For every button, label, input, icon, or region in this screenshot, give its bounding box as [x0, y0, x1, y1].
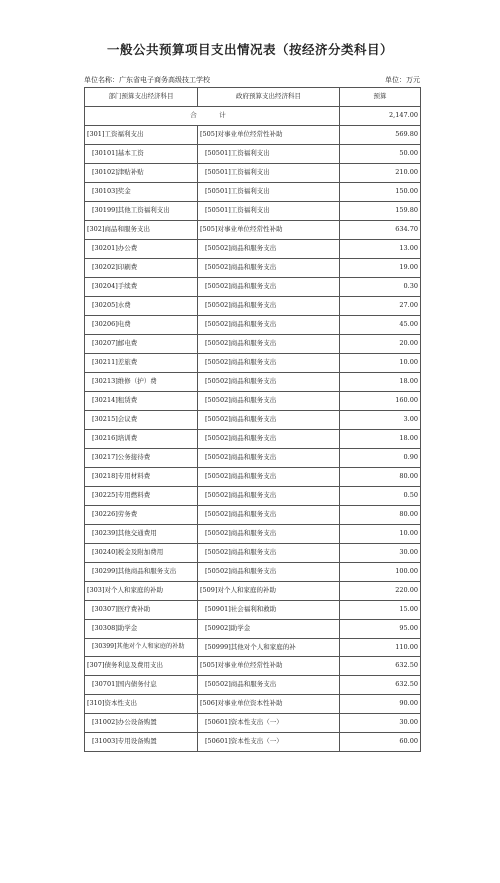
- unit-name-label: 单位名称：广东省电子商务高级技工学校: [84, 76, 210, 84]
- dept-economic-category: [30307]医疗费补助: [85, 601, 198, 620]
- gov-economic-category: [50502]商品和服务支出: [198, 563, 340, 582]
- gov-economic-category: [50502]商品和服务支出: [198, 676, 340, 695]
- dept-economic-category: [30211]差旅费: [85, 354, 198, 373]
- budget-amount: 160.00: [340, 392, 421, 411]
- budget-amount: 90.00: [340, 695, 421, 714]
- dept-economic-category: [30299]其他商品和服务支出: [85, 563, 198, 582]
- dept-economic-category: [30202]印刷费: [85, 259, 198, 278]
- dept-economic-category: [30225]专用燃料费: [85, 487, 198, 506]
- dept-economic-category: [30207]邮电费: [85, 335, 198, 354]
- dept-economic-category: [30308]助学金: [85, 620, 198, 639]
- dept-economic-category: [30216]培训费: [85, 430, 198, 449]
- budget-amount: 15.00: [340, 601, 421, 620]
- total-value: 2,147.00: [340, 107, 421, 126]
- budget-amount: 27.00: [340, 297, 421, 316]
- gov-economic-category: [50502]商品和服务支出: [198, 259, 340, 278]
- table-row: [85, 240, 421, 259]
- gov-economic-category: [50601]资本性支出（一）: [198, 714, 340, 733]
- gov-economic-category: [50501]工资福利支出: [198, 145, 340, 164]
- table-row: [85, 278, 421, 297]
- gov-economic-category: [50601]资本性支出（一）: [198, 733, 340, 752]
- dept-economic-category: [30103]奖金: [85, 183, 198, 202]
- gov-economic-category: [505]对事业单位经常性补助: [198, 657, 340, 676]
- table-row: [85, 202, 421, 221]
- gov-economic-category: [50502]商品和服务支出: [198, 373, 340, 392]
- total-label: 合 计: [85, 107, 340, 126]
- dept-economic-category: [30199]其他工资福利支出: [85, 202, 198, 221]
- budget-amount: 19.00: [340, 259, 421, 278]
- gov-economic-category: [50502]商品和服务支出: [198, 392, 340, 411]
- dept-economic-category: [30218]专用材料费: [85, 468, 198, 487]
- dept-economic-category: [31003]专用设备购置: [85, 733, 198, 752]
- gov-economic-category: [50502]商品和服务支出: [198, 354, 340, 373]
- dept-economic-category: [30201]办公费: [85, 240, 198, 259]
- dept-economic-category: [30102]津贴补贴: [85, 164, 198, 183]
- table-row: [85, 221, 421, 240]
- budget-amount: 0.30: [340, 278, 421, 297]
- dept-economic-category: [310]资本性支出: [85, 695, 198, 714]
- table-row: [85, 506, 421, 525]
- table-row: [85, 525, 421, 544]
- budget-amount: 100.00: [340, 563, 421, 582]
- budget-amount: 10.00: [340, 525, 421, 544]
- report-meta: [84, 75, 420, 87]
- budget-amount: 569.80: [340, 126, 421, 145]
- dept-economic-category: [30215]会议费: [85, 411, 198, 430]
- column-header-budget: 预算: [340, 88, 421, 107]
- budget-amount: 10.00: [340, 354, 421, 373]
- table-row: [85, 601, 421, 620]
- budget-amount: 95.00: [340, 620, 421, 639]
- table-row: [85, 544, 421, 563]
- budget-amount: 0.50: [340, 487, 421, 506]
- dept-economic-category: [30206]电费: [85, 316, 198, 335]
- gov-economic-category: [50502]商品和服务支出: [198, 449, 340, 468]
- budget-amount: 30.00: [340, 714, 421, 733]
- budget-amount: 3.00: [340, 411, 421, 430]
- gov-economic-category: [50502]商品和服务支出: [198, 430, 340, 449]
- gov-economic-category: [50501]工资福利支出: [198, 202, 340, 221]
- table-row: [85, 373, 421, 392]
- table-row: [85, 297, 421, 316]
- dept-economic-category: [302]商品和服务支出: [85, 221, 198, 240]
- dept-economic-category: [30701]国内债务付息: [85, 676, 198, 695]
- table-row: [85, 449, 421, 468]
- gov-economic-category: [50502]商品和服务支出: [198, 468, 340, 487]
- budget-amount: 18.00: [340, 373, 421, 392]
- table-row: [85, 316, 421, 335]
- budget-amount: 0.90: [340, 449, 421, 468]
- gov-economic-category: [50502]商品和服务支出: [198, 544, 340, 563]
- dept-economic-category: [30240]税金及附加费用: [85, 544, 198, 563]
- budget-amount: 159.80: [340, 202, 421, 221]
- table-row: [85, 164, 421, 183]
- budget-amount: 13.00: [340, 240, 421, 259]
- table-row: [85, 695, 421, 714]
- dept-economic-category: [307]债务利息及费用支出: [85, 657, 198, 676]
- table-row: [85, 411, 421, 430]
- budget-amount: 210.00: [340, 164, 421, 183]
- table-row: [85, 354, 421, 373]
- gov-economic-category: [50901]社会福利和救助: [198, 601, 340, 620]
- table-row: [85, 582, 421, 601]
- gov-economic-category: [506]对事业单位资本性补助: [198, 695, 340, 714]
- dept-economic-category: [30213]维修（护）费: [85, 373, 198, 392]
- budget-amount: 18.00: [340, 430, 421, 449]
- budget-amount: 634.70: [340, 221, 421, 240]
- budget-amount: 632.50: [340, 657, 421, 676]
- gov-economic-category: [50502]商品和服务支出: [198, 411, 340, 430]
- table-row: [85, 563, 421, 582]
- table-row: [85, 126, 421, 145]
- column-header-dept: 部门预算支出经济科目: [85, 88, 198, 107]
- table-row: [85, 676, 421, 695]
- dept-economic-category: [30204]手续费: [85, 278, 198, 297]
- budget-amount: 30.00: [340, 544, 421, 563]
- dept-economic-category: [301]工资福利支出: [85, 126, 198, 145]
- dept-economic-category: [30101]基本工资: [85, 145, 198, 164]
- dept-economic-category: [30239]其他交通费用: [85, 525, 198, 544]
- budget-amount: 50.00: [340, 145, 421, 164]
- gov-economic-category: [50501]工资福利支出: [198, 164, 340, 183]
- gov-economic-category: [50502]商品和服务支出: [198, 506, 340, 525]
- budget-amount: 80.00: [340, 468, 421, 487]
- dept-economic-category: [30214]租赁费: [85, 392, 198, 411]
- total-row: [85, 107, 421, 126]
- budget-amount: 110.00: [340, 639, 421, 657]
- table-row: [85, 392, 421, 411]
- gov-economic-category: [50501]工资福利支出: [198, 183, 340, 202]
- budget-amount: 150.00: [340, 183, 421, 202]
- gov-economic-category: [50502]商品和服务支出: [198, 240, 340, 259]
- table-row: [85, 733, 421, 752]
- budget-amount: 632.50: [340, 676, 421, 695]
- gov-economic-category: [50502]商品和服务支出: [198, 297, 340, 316]
- dept-economic-category: [30226]劳务费: [85, 506, 198, 525]
- table-row: [85, 468, 421, 487]
- page-title: 一般公共预算项目支出情况表（按经济分类科目）: [106, 42, 393, 57]
- column-header-gov: 政府预算支出经济科目: [198, 88, 340, 107]
- gov-economic-category: [50502]商品和服务支出: [198, 316, 340, 335]
- budget-amount: 20.00: [340, 335, 421, 354]
- table-row: [85, 487, 421, 506]
- table-row: [85, 430, 421, 449]
- table-row: [85, 714, 421, 733]
- dept-economic-category: [303]对个人和家庭的补助: [85, 582, 198, 601]
- dept-economic-category: [30217]公务接待费: [85, 449, 198, 468]
- table-row: [85, 183, 421, 202]
- dept-economic-category: [30205]水费: [85, 297, 198, 316]
- gov-economic-category: [505]对事业单位经常性补助: [198, 221, 340, 240]
- table-row: [85, 639, 421, 657]
- table-row: [85, 620, 421, 639]
- gov-economic-category: [50902]助学金: [198, 620, 340, 639]
- expenditure-table: [84, 87, 421, 752]
- table-header-row: [85, 88, 421, 107]
- currency-unit-label: 单位：万元: [385, 76, 420, 84]
- budget-amount: 80.00: [340, 506, 421, 525]
- dept-economic-category: [30399]其他对个人和家庭的补助: [85, 639, 198, 657]
- gov-economic-category: [50502]商品和服务支出: [198, 278, 340, 297]
- budget-amount: 45.00: [340, 316, 421, 335]
- gov-economic-category: [50502]商品和服务支出: [198, 525, 340, 544]
- gov-economic-category: [505]对事业单位经常性补助: [198, 126, 340, 145]
- gov-economic-category: [50999]其他对个人和家庭的补: [198, 639, 340, 657]
- table-row: [85, 145, 421, 164]
- budget-amount: 220.00: [340, 582, 421, 601]
- gov-economic-category: [50502]商品和服务支出: [198, 487, 340, 506]
- table-row: [85, 259, 421, 278]
- gov-economic-category: [50502]商品和服务支出: [198, 335, 340, 354]
- budget-amount: 60.00: [340, 733, 421, 752]
- table-row: [85, 335, 421, 354]
- dept-economic-category: [31002]办公设备购置: [85, 714, 198, 733]
- gov-economic-category: [509]对个人和家庭的补助: [198, 582, 340, 601]
- table-row: [85, 657, 421, 676]
